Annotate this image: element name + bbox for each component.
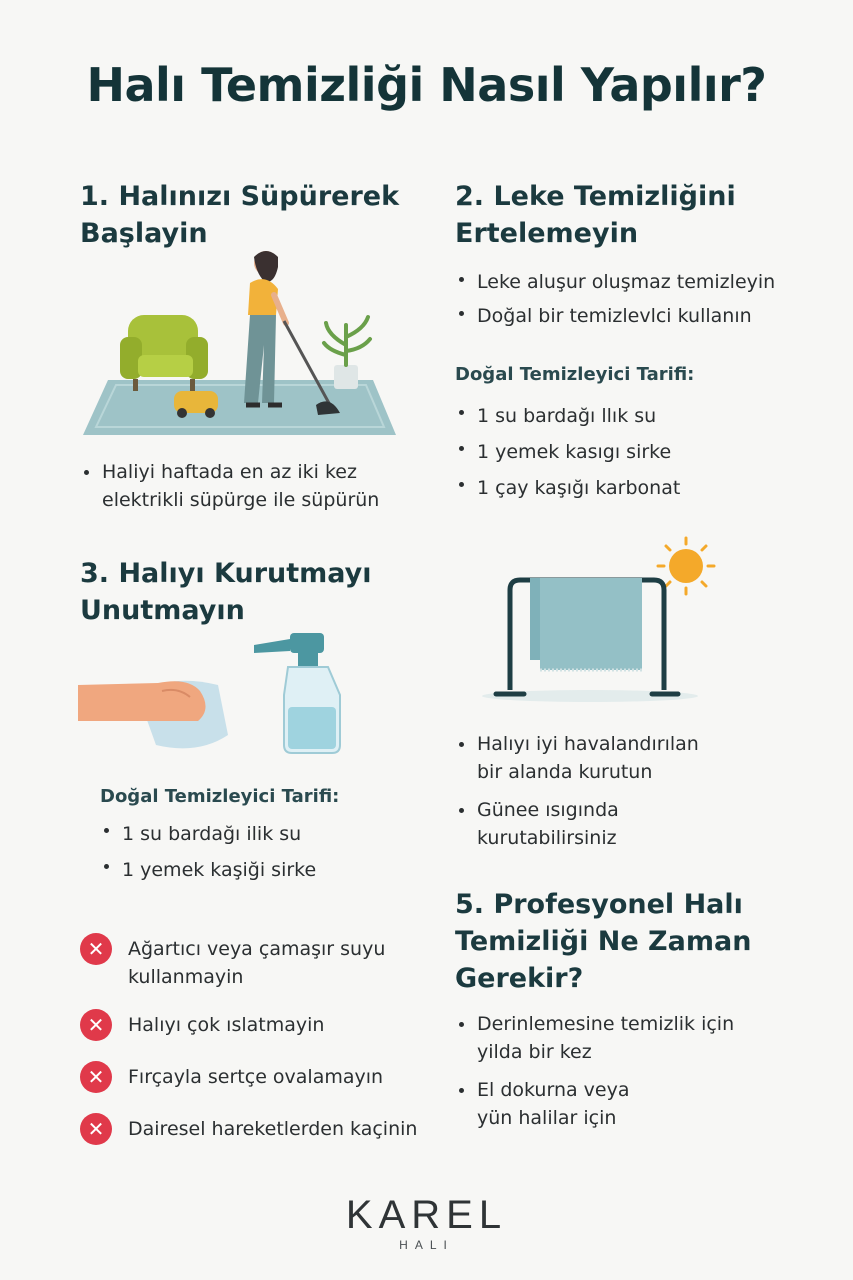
brand-logo-sub: HALI	[399, 1238, 454, 1252]
section-3	[80, 555, 372, 629]
list-item: Derinlemesine temizlik için yilda bir kez	[455, 1010, 734, 1066]
list-item: Leke aluşur oluşmaz temizleyin	[455, 265, 775, 299]
cross-icon: ✕	[80, 1113, 112, 1145]
section-2-heading-line2: Ertelemeyin	[455, 218, 639, 249]
section-5-bullets	[455, 1010, 734, 1132]
section-1-heading	[80, 178, 399, 252]
section-3-heading	[80, 555, 372, 629]
cross-icon: ✕	[80, 933, 112, 965]
vacuuming-illustration	[78, 245, 398, 440]
section-3-heading-line1: 3. Halıyı Kurutmayı	[80, 558, 372, 589]
page-title: Halı Temizliği Nasıl Yapılır?	[86, 58, 767, 112]
list-item: 1 su bardağı llık su	[455, 398, 680, 434]
list-item: 1 yemek kaşiği sirke	[100, 852, 316, 888]
section-5	[455, 886, 751, 997]
section-3-heading-line2: Unutmayın	[80, 595, 245, 626]
list-item: 1 çay kaşığı karbonat	[455, 470, 680, 506]
drying-rack-illustration	[480, 530, 730, 710]
section-2-recipe-title: Doğal Temizleyici Tarifi:	[455, 364, 695, 385]
dont-item: ✕ Halıyı çok ıslatmayin	[80, 1011, 417, 1039]
donts-list	[80, 935, 417, 1143]
section-2	[455, 178, 736, 252]
spray-and-cloth-illustration	[78, 625, 358, 775]
brand-logo-name: KAREL	[345, 1193, 508, 1237]
section-4-bullets	[455, 730, 699, 852]
list-item: 1 su bardağı ilik su	[100, 816, 316, 852]
list-item: El dokurna veya yün halilar için	[455, 1076, 734, 1132]
cross-icon: ✕	[80, 1061, 112, 1093]
section-5-heading-line3: Gerekir?	[455, 963, 584, 994]
section-2-bullets	[455, 265, 775, 333]
section-5-heading-line2: Temizliği Ne Zaman	[455, 926, 752, 957]
list-item: Halıyı iyi havalandırılan bir alanda kurutun	[455, 730, 699, 786]
dont-item: ✕ Ağartıcı veya çamaşır suyu kullanmayin	[80, 935, 417, 991]
section-3-recipe-title: Doğal Temizleyici Tarifi:	[100, 786, 340, 807]
dont-item: ✕ Fırçayla sertçe ovalamayın	[80, 1063, 417, 1091]
section-2-recipe	[455, 398, 680, 506]
section-1-bullets	[80, 458, 379, 514]
section-2-heading	[455, 178, 736, 252]
section-1-heading-line1: 1. Halınızı Süpürerek	[80, 181, 400, 212]
list-item: Haliyi haftada en az iki kez elektrikli süpürge ile süpürün	[80, 458, 379, 514]
list-item: Doğal bir temizlevlci kullanın	[455, 299, 775, 333]
list-item: Günee ısıgında kurutabilirsiniz	[455, 796, 699, 852]
section-3-recipe	[100, 816, 316, 888]
section-5-heading-line1: 5. Profesyonel Halı	[455, 889, 743, 920]
dont-item: ✕ Dairesel hareketlerden kaçinin	[80, 1115, 417, 1143]
section-2-heading-line1: 2. Leke Temizliğini	[455, 181, 736, 212]
section-1-heading-line2: Başlayin	[80, 218, 208, 249]
cross-icon: ✕	[80, 1009, 112, 1041]
section-5-heading	[455, 886, 751, 997]
section-1	[80, 178, 399, 252]
list-item: 1 yemek kasıgı sirke	[455, 434, 680, 470]
